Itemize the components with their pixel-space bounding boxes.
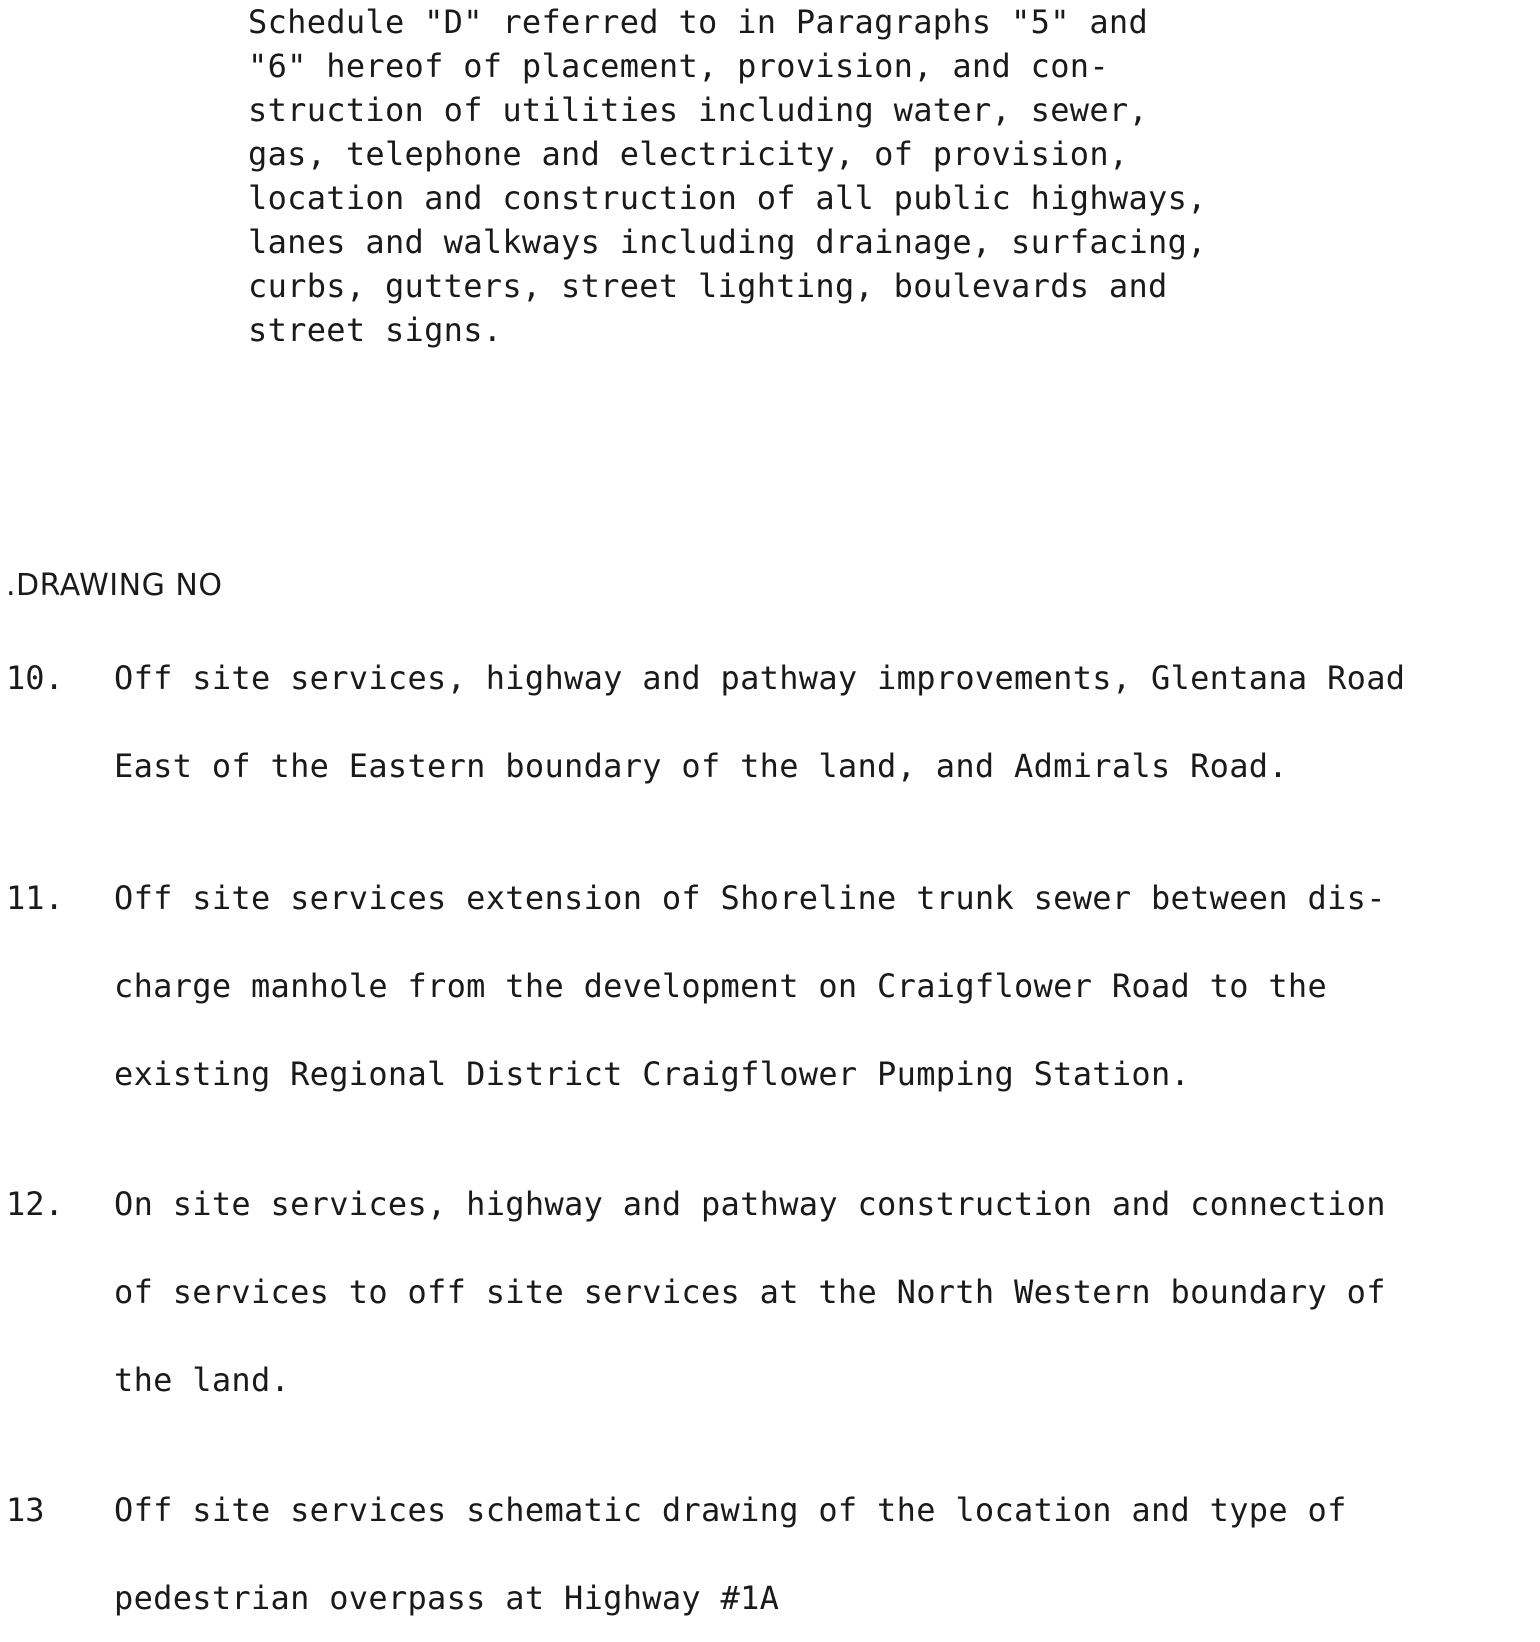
item-number: 11. [6,879,64,917]
item-line: of services to off site services at the North Western boundary of [114,1273,1386,1311]
drawing-number-heading: .DRAWING NO [6,568,223,603]
item-description [114,854,1534,1118]
item-line: pedestrian overpass at Highway #1A [114,1579,780,1617]
item-line: Off site services schematic drawing of the location and type of [114,1491,1347,1529]
item-description [114,1466,1534,1642]
item-line: existing Regional District Craigflower Pumping Station. [114,1055,1191,1093]
item-line: Off site services, highway and pathway improvements, Glentana Road [114,659,1406,697]
item-description [114,1160,1534,1424]
item-line: On site services, highway and pathway construction and connection [114,1185,1386,1223]
schedule-d-paragraph [248,0,1368,352]
item-number: 12. [6,1185,64,1223]
item-line: the land. [114,1361,291,1399]
item-line: East of the Eastern boundary of the land, and Admirals Road. [114,747,1288,785]
item-line: charge manhole from the development on Craigflower Road to the [114,967,1328,1005]
schedule-line: "6" hereof of placement, provision, and con- [248,47,1109,85]
schedule-line: Schedule "D" referred to in Paragraphs "5" and [248,3,1149,41]
item-description [114,634,1534,810]
schedule-line: struction of utilities including water, sewer, [248,91,1149,129]
item-number: 13 [6,1491,45,1529]
schedule-line: lanes and walkways including drainage, surfacing, [248,223,1207,261]
item-number: 10. [6,659,64,697]
item-line: Off site services extension of Shoreline trunk sewer between dis- [114,879,1386,917]
schedule-line: street signs. [248,311,503,349]
schedule-line: gas, telephone and electricity, of provision, [248,135,1129,173]
schedule-line: curbs, gutters, street lighting, boulevards and [248,267,1168,305]
schedule-line: location and construction of all public highways, [248,179,1207,217]
